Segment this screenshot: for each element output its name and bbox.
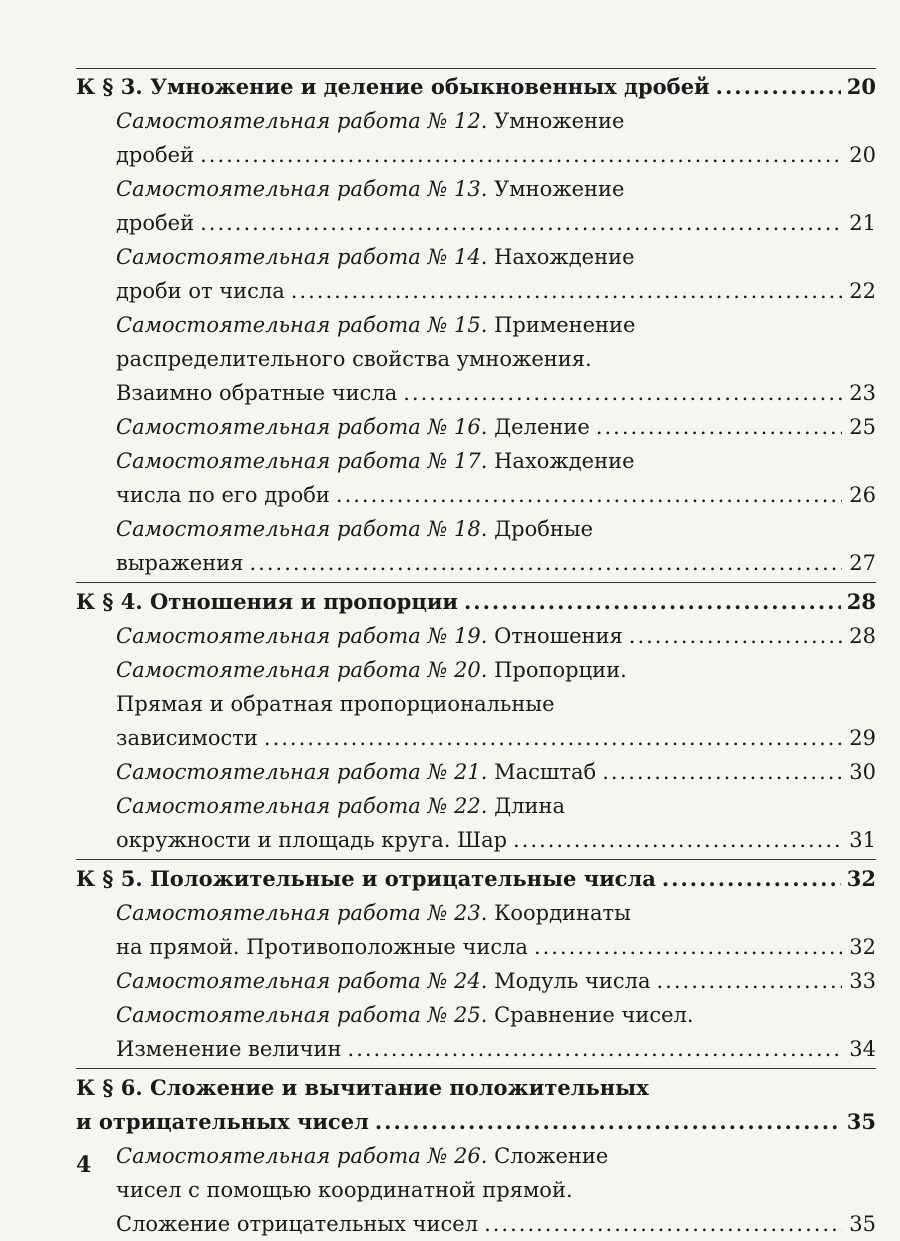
entry-title: Дробные bbox=[494, 517, 594, 541]
toc-section bbox=[76, 585, 876, 857]
entry-title: Масштаб bbox=[494, 760, 597, 784]
entry-row bbox=[116, 1139, 876, 1173]
entry-label: Самостоятельная работа № 13. bbox=[116, 177, 488, 201]
entry-row bbox=[116, 755, 876, 789]
dot-leader bbox=[484, 1207, 842, 1241]
entry-title: Координаты bbox=[494, 901, 631, 925]
entry-text bbox=[116, 789, 565, 823]
entry-title: Отношения bbox=[494, 624, 623, 648]
section-title: К § 4. Отношения и пропорции bbox=[76, 589, 458, 614]
entry-row bbox=[116, 104, 876, 138]
toc-entry bbox=[76, 1139, 876, 1241]
dot-leader bbox=[375, 1105, 841, 1139]
dot-leader bbox=[657, 964, 843, 998]
entry-title: Нахождение bbox=[494, 245, 635, 269]
entry-row bbox=[116, 1173, 876, 1207]
section-divider bbox=[76, 1068, 876, 1069]
section-title: К § 3. Умножение и деление обыкновенных дробей bbox=[76, 74, 710, 99]
entry-row bbox=[116, 653, 876, 687]
toc-entry bbox=[76, 104, 876, 172]
dot-leader bbox=[534, 930, 842, 964]
entry-title: Взаимно обратные числа bbox=[116, 381, 398, 405]
section-title: К § 6. Сложение и вычитание положительных bbox=[76, 1075, 649, 1100]
toc-page-number: 32 bbox=[846, 866, 876, 891]
toc-section bbox=[76, 1071, 876, 1241]
entry-label: Самостоятельная работа № 12. bbox=[116, 109, 488, 133]
entry-label: Самостоятельная работа № 25. bbox=[116, 1003, 488, 1027]
entry-row bbox=[116, 546, 876, 580]
entry-title: Умножение bbox=[494, 177, 625, 201]
entry-text bbox=[116, 998, 694, 1032]
section-title: К § 5. Положительные и отрицательные числа bbox=[76, 866, 656, 891]
entry-text bbox=[116, 104, 624, 138]
toc-entry bbox=[76, 755, 876, 789]
entry-text bbox=[116, 619, 623, 653]
entry-label: Самостоятельная работа № 20. bbox=[116, 658, 488, 682]
entry-row bbox=[116, 138, 876, 172]
toc-section bbox=[76, 70, 876, 580]
dot-leader bbox=[716, 70, 841, 104]
entry-row bbox=[116, 687, 876, 721]
entry-label: Самостоятельная работа № 24. bbox=[116, 969, 488, 993]
entry-label: Самостоятельная работа № 22. bbox=[116, 794, 488, 818]
dot-leader bbox=[264, 721, 842, 755]
entry-row bbox=[116, 444, 876, 478]
toc-page-number: 33 bbox=[849, 969, 876, 993]
toc-entry bbox=[76, 308, 876, 410]
entry-row bbox=[116, 342, 876, 376]
toc-page-number: 34 bbox=[849, 1037, 876, 1061]
entry-title: Длина bbox=[494, 794, 566, 818]
entry-row bbox=[116, 964, 876, 998]
entry-label: Самостоятельная работа № 14. bbox=[116, 245, 488, 269]
entry-row bbox=[116, 240, 876, 274]
dot-leader bbox=[200, 138, 842, 172]
entry-text bbox=[116, 240, 635, 274]
dot-leader bbox=[596, 410, 842, 444]
entry-title: чисел с помощью координатной прямой. bbox=[116, 1178, 573, 1202]
entry-row bbox=[116, 172, 876, 206]
toc-page-number: 29 bbox=[849, 726, 876, 750]
toc-entry bbox=[76, 444, 876, 512]
dot-leader bbox=[250, 546, 843, 580]
top-divider bbox=[76, 68, 876, 69]
entry-title: Пропорции. bbox=[494, 658, 627, 682]
entry-title: Деление bbox=[494, 415, 590, 439]
entry-label: Самостоятельная работа № 15. bbox=[116, 313, 488, 337]
toc-page-number: 23 bbox=[849, 381, 876, 405]
toc-entry bbox=[76, 619, 876, 653]
entry-row bbox=[116, 823, 876, 857]
section-title-row bbox=[76, 862, 876, 896]
dot-leader bbox=[629, 619, 842, 653]
table-of-contents bbox=[76, 70, 876, 1241]
toc-page-number: 22 bbox=[849, 279, 876, 303]
entry-row bbox=[116, 896, 876, 930]
dot-leader bbox=[348, 1032, 842, 1066]
entry-text bbox=[116, 755, 596, 789]
toc-page-number: 20 bbox=[846, 74, 876, 99]
page-number: 4 bbox=[76, 1152, 92, 1178]
dot-leader bbox=[513, 823, 842, 857]
section-divider bbox=[76, 582, 876, 583]
entry-title: Изменение величин bbox=[116, 1037, 342, 1061]
entry-label: Самостоятельная работа № 23. bbox=[116, 901, 488, 925]
entry-title: на прямой. Противоположные числа bbox=[116, 935, 528, 959]
toc-page-number: 21 bbox=[849, 211, 876, 235]
entry-row bbox=[116, 376, 876, 410]
toc-page-number: 30 bbox=[849, 760, 876, 784]
entry-row bbox=[116, 512, 876, 546]
entry-row bbox=[116, 930, 876, 964]
entry-label: Самостоятельная работа № 18. bbox=[116, 517, 488, 541]
toc-entry bbox=[76, 240, 876, 308]
entry-row bbox=[116, 410, 876, 444]
toc-page-number: 28 bbox=[846, 589, 876, 614]
entry-label: Самостоятельная работа № 19. bbox=[116, 624, 488, 648]
entry-label: Самостоятельная работа № 21. bbox=[116, 760, 488, 784]
entry-title: выражения bbox=[116, 551, 244, 575]
entry-row bbox=[116, 998, 876, 1032]
entry-text bbox=[116, 512, 593, 546]
toc-page-number: 35 bbox=[849, 1212, 876, 1236]
entry-title: Модуль числа bbox=[494, 969, 651, 993]
section-title-row bbox=[76, 1105, 876, 1139]
dot-leader bbox=[403, 376, 842, 410]
dot-leader bbox=[336, 478, 842, 512]
entry-title: зависимости bbox=[116, 726, 258, 750]
section-title: и отрицательных чисел bbox=[76, 1109, 369, 1134]
entry-text bbox=[116, 653, 627, 687]
entry-text bbox=[116, 1139, 608, 1173]
entry-row bbox=[116, 619, 876, 653]
entry-label: Самостоятельная работа № 17. bbox=[116, 449, 488, 473]
entry-title: дробей bbox=[116, 143, 195, 167]
entry-title: Применение bbox=[494, 313, 636, 337]
toc-entry bbox=[76, 653, 876, 755]
entry-text bbox=[116, 410, 590, 444]
entry-title: Сравнение чисел. bbox=[494, 1003, 694, 1027]
entry-title: Сложение отрицательных чисел bbox=[116, 1212, 479, 1236]
toc-entry bbox=[76, 964, 876, 998]
section-title-row bbox=[76, 70, 876, 104]
dot-leader bbox=[602, 755, 842, 789]
toc-page-number: 20 bbox=[849, 143, 876, 167]
entry-text bbox=[116, 964, 651, 998]
entry-title: Умножение bbox=[494, 109, 625, 133]
toc-page-number: 27 bbox=[849, 551, 876, 575]
entry-row bbox=[116, 1032, 876, 1066]
section-divider bbox=[76, 859, 876, 860]
entry-row bbox=[116, 789, 876, 823]
toc-entry bbox=[76, 172, 876, 240]
entry-label: Самостоятельная работа № 16. bbox=[116, 415, 488, 439]
toc-entry bbox=[76, 998, 876, 1066]
entry-row bbox=[116, 206, 876, 240]
toc-entry bbox=[76, 410, 876, 444]
entry-title: числа по его дроби bbox=[116, 483, 330, 507]
toc-page-number: 35 bbox=[846, 1109, 876, 1134]
toc-page-number: 26 bbox=[849, 483, 876, 507]
entry-text bbox=[116, 444, 635, 478]
toc-section bbox=[76, 862, 876, 1066]
entry-title: Сложение bbox=[494, 1144, 609, 1168]
entry-label: Самостоятельная работа № 26. bbox=[116, 1144, 488, 1168]
toc-entry bbox=[76, 896, 876, 964]
toc-page-number: 32 bbox=[849, 935, 876, 959]
entry-row bbox=[116, 721, 876, 755]
entry-title: Нахождение bbox=[494, 449, 635, 473]
entry-text bbox=[116, 308, 635, 342]
entry-title: Прямая и обратная пропорциональные bbox=[116, 692, 555, 716]
toc-entry bbox=[76, 789, 876, 857]
entry-text bbox=[116, 172, 624, 206]
entry-row bbox=[116, 308, 876, 342]
entry-title: дроби от числа bbox=[116, 279, 285, 303]
toc-page-number: 31 bbox=[849, 828, 876, 852]
toc-page-number: 25 bbox=[849, 415, 876, 439]
entry-title: распределительного свойства умножения. bbox=[116, 347, 592, 371]
entry-row bbox=[116, 274, 876, 308]
dot-leader bbox=[200, 206, 842, 240]
entry-text bbox=[116, 896, 631, 930]
entry-title: дробей bbox=[116, 211, 195, 235]
entry-row bbox=[116, 478, 876, 512]
entry-title: окружности и площадь круга. Шар bbox=[116, 828, 508, 852]
dot-leader bbox=[291, 274, 842, 308]
dot-leader bbox=[464, 585, 841, 619]
section-title-row bbox=[76, 585, 876, 619]
dot-leader bbox=[662, 862, 841, 896]
toc-entry bbox=[76, 512, 876, 580]
toc-page-number: 28 bbox=[849, 624, 876, 648]
entry-row bbox=[116, 1207, 876, 1241]
